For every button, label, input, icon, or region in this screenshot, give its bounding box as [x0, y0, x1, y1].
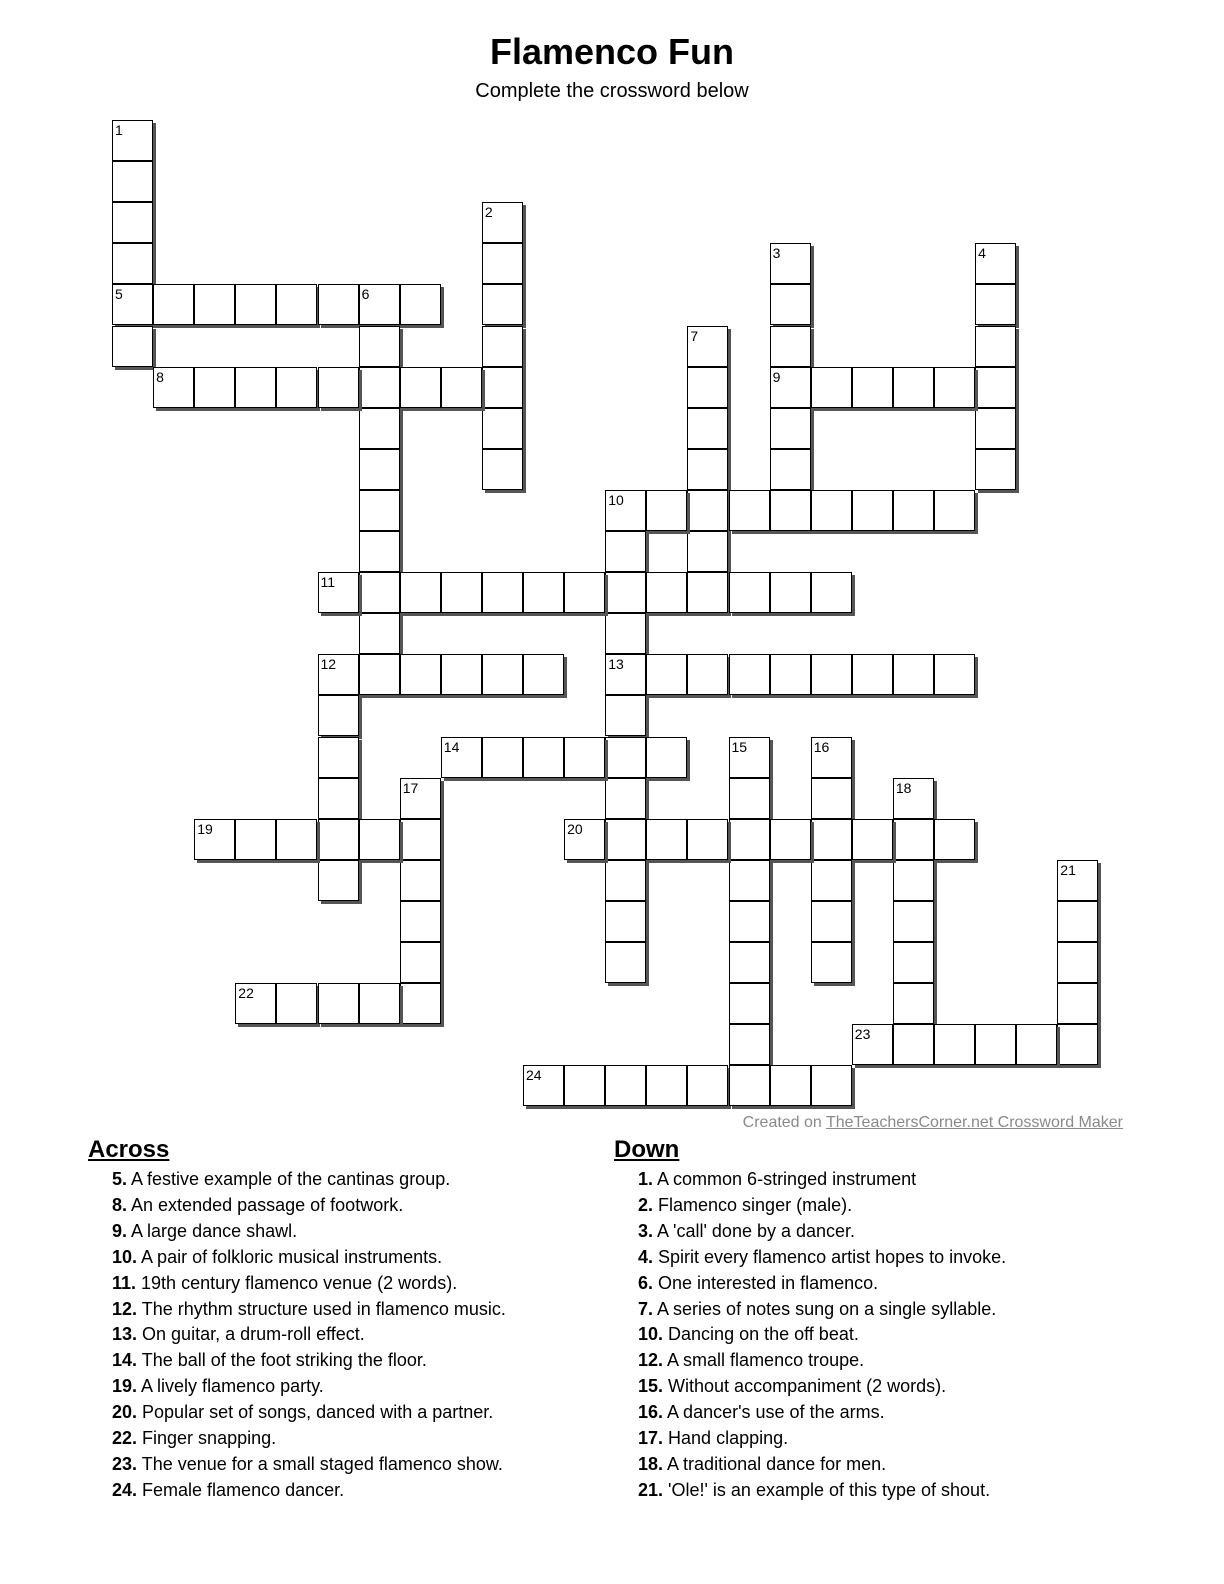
across-clue [112, 1374, 506, 1400]
grid-cell[interactable] [605, 737, 646, 778]
clue-text: Flamenco singer (male). [653, 1194, 853, 1215]
credit-link[interactable]: TheTeachersCorner.net Crossword Maker [825, 1114, 1123, 1131]
grid-cell[interactable] [811, 901, 852, 942]
grid-cell[interactable] [523, 1065, 564, 1106]
clue-text: 'Ole!' is an example of this type of shout. [663, 1479, 991, 1500]
grid-cell[interactable] [482, 243, 523, 284]
grid-cell[interactable] [770, 284, 811, 325]
grid-cell[interactable] [852, 1024, 893, 1065]
clue-number: 15 [731, 738, 748, 755]
grid-cell[interactable] [400, 367, 441, 408]
clue-text: A lively flamenco party. [137, 1376, 324, 1397]
grid-cell[interactable] [934, 1024, 975, 1065]
grid-cell[interactable] [194, 284, 235, 325]
grid-cell[interactable] [318, 572, 359, 613]
grid-cell[interactable] [852, 819, 893, 860]
clue-number-label: 16. [638, 1402, 664, 1423]
crossword-grid [112, 120, 1102, 1110]
clue-text: The rhythm structure used in flamenco music. [137, 1298, 506, 1319]
clue-number: 9 [772, 368, 781, 385]
grid-cell[interactable] [1057, 942, 1098, 983]
grid-cell[interactable] [770, 819, 811, 860]
clue-number-label: 14. [112, 1350, 138, 1371]
grid-cell[interactable] [235, 284, 276, 325]
grid-cell[interactable] [770, 326, 811, 367]
clue-number-label: 24. [112, 1479, 138, 1500]
grid-cell[interactable] [893, 490, 934, 531]
grid-cell[interactable] [770, 1065, 811, 1106]
clue-text: The venue for a small staged flamenco show. [137, 1453, 503, 1474]
grid-cell[interactable] [482, 449, 523, 490]
grid-cell[interactable] [1057, 901, 1098, 942]
grid-cell[interactable] [852, 654, 893, 695]
grid-cell[interactable] [934, 819, 975, 860]
grid-cell[interactable] [646, 1065, 687, 1106]
credit-line [743, 1113, 1123, 1133]
grid-cell[interactable] [523, 737, 564, 778]
grid-cell[interactable] [359, 983, 400, 1024]
down-clue [638, 1297, 1006, 1323]
clue-number-label: 11. [112, 1272, 137, 1293]
across-heading: Across [88, 1136, 170, 1163]
grid-cell[interactable] [194, 367, 235, 408]
grid-cell[interactable] [770, 572, 811, 613]
grid-cell[interactable] [359, 531, 400, 572]
grid-cell[interactable] [893, 1024, 934, 1065]
grid-cell[interactable] [482, 408, 523, 449]
grid-cell[interactable] [359, 326, 400, 367]
grid-cell[interactable] [400, 654, 441, 695]
grid-cell[interactable] [852, 367, 893, 408]
down-clue [638, 1478, 1006, 1504]
grid-cell[interactable] [605, 490, 646, 531]
across-clue [112, 1322, 506, 1348]
clue-number-label: 9. [112, 1220, 128, 1241]
grid-cell[interactable] [975, 408, 1016, 449]
grid-cell[interactable] [811, 654, 852, 695]
grid-cell[interactable] [605, 572, 646, 613]
grid-cell[interactable] [359, 367, 400, 408]
grid-cell[interactable] [687, 1065, 728, 1106]
clue-number: 17 [402, 779, 419, 796]
grid-cell[interactable] [687, 654, 728, 695]
grid-cell[interactable] [400, 983, 441, 1024]
grid-cell[interactable] [770, 490, 811, 531]
clue-number-label: 22. [112, 1428, 138, 1449]
grid-cell[interactable] [934, 490, 975, 531]
down-clue [638, 1271, 1006, 1297]
grid-cell[interactable] [729, 1065, 770, 1106]
grid-cell[interactable] [112, 202, 153, 243]
down-heading: Down [614, 1136, 680, 1163]
clue-text: One interested in flamenco. [653, 1272, 879, 1293]
grid-cell[interactable] [564, 737, 605, 778]
grid-cell[interactable] [893, 819, 934, 860]
clue-number: 21 [1060, 861, 1076, 878]
clue-number-label: 20. [112, 1402, 138, 1423]
across-clue [112, 1452, 506, 1478]
grid-cell[interactable] [605, 613, 646, 654]
grid-cell[interactable] [975, 449, 1016, 490]
clue-text: A traditional dance for men. [663, 1453, 887, 1474]
grid-cell[interactable] [564, 1065, 605, 1106]
grid-cell[interactable] [811, 778, 852, 819]
clue-text: A small flamenco troupe. [663, 1350, 865, 1371]
down-clue [638, 1374, 1006, 1400]
clue-number-label: 8. [112, 1194, 128, 1215]
clue-number: 2 [484, 204, 493, 221]
grid-cell[interactable] [646, 737, 687, 778]
grid-cell[interactable] [687, 326, 728, 367]
grid-cell[interactable] [318, 695, 359, 736]
grid-cell[interactable] [605, 942, 646, 983]
grid-cell[interactable] [359, 572, 400, 613]
clue-number-label: 12. [638, 1350, 664, 1371]
down-clue-list [614, 1167, 1006, 1504]
grid-cell[interactable] [482, 202, 523, 243]
clue-text: On guitar, a drum-roll effect. [137, 1324, 365, 1345]
clue-text: The ball of the foot striking the floor. [137, 1350, 427, 1371]
grid-cell[interactable] [893, 367, 934, 408]
across-clue [112, 1348, 506, 1374]
down-clue [638, 1426, 1006, 1452]
grid-cell[interactable] [770, 367, 811, 408]
clue-number: 5 [115, 286, 123, 303]
down-clue [638, 1348, 1006, 1374]
grid-cell[interactable] [770, 654, 811, 695]
grid-cell[interactable] [112, 243, 153, 284]
grid-cell[interactable] [359, 613, 400, 654]
grid-cell[interactable] [934, 367, 975, 408]
clue-number: 3 [772, 245, 781, 262]
grid-cell[interactable] [729, 983, 770, 1024]
clue-text: Without accompaniment (2 words). [663, 1376, 947, 1397]
across-clue [112, 1400, 506, 1426]
clue-number-label: 13. [112, 1324, 138, 1345]
clue-number-label: 5. [112, 1169, 128, 1189]
grid-cell[interactable] [934, 654, 975, 695]
clue-number-label: 6. [638, 1272, 654, 1293]
clue-text: An extended passage of footwork. [127, 1194, 404, 1215]
grid-cell[interactable] [811, 942, 852, 983]
grid-cell[interactable] [975, 367, 1016, 408]
clue-text: A dancer's use of the arms. [663, 1402, 885, 1423]
grid-cell[interactable] [687, 449, 728, 490]
clue-number-label: 2. [638, 1194, 654, 1215]
grid-cell[interactable] [770, 449, 811, 490]
clue-text: A pair of folkloric musical instruments. [137, 1246, 443, 1267]
clue-text: Dancing on the off beat. [663, 1324, 859, 1345]
grid-cell[interactable] [523, 654, 564, 695]
grid-cell[interactable] [811, 490, 852, 531]
clue-number-label: 7. [638, 1298, 654, 1319]
down-clue [638, 1245, 1006, 1271]
grid-cell[interactable] [729, 942, 770, 983]
down-clue [638, 1452, 1006, 1478]
clue-text: 19th century flamenco venue (2 words). [136, 1272, 458, 1293]
grid-cell[interactable] [400, 284, 441, 325]
grid-cell[interactable] [441, 367, 482, 408]
grid-cell[interactable] [112, 161, 153, 202]
grid-cell[interactable] [687, 819, 728, 860]
grid-cell[interactable] [1057, 983, 1098, 1024]
grid-cell[interactable] [975, 243, 1016, 284]
grid-cell[interactable] [893, 983, 934, 1024]
page-subtitle: Complete the crossword below [475, 80, 749, 102]
across-clue [112, 1297, 506, 1323]
grid-cell[interactable] [687, 490, 728, 531]
clue-number: 20 [567, 820, 583, 837]
down-clue [638, 1193, 1006, 1219]
grid-cell[interactable] [523, 572, 564, 613]
grid-cell[interactable] [729, 737, 770, 778]
grid-cell[interactable] [153, 367, 194, 408]
grid-cell[interactable] [729, 819, 770, 860]
clue-number: 10 [608, 491, 624, 508]
down-clue [638, 1167, 1006, 1193]
grid-cell[interactable] [729, 572, 770, 613]
clue-number: 24 [526, 1067, 542, 1084]
clue-number-label: 1. [638, 1169, 654, 1189]
grid-cell[interactable] [276, 284, 317, 325]
grid-cell[interactable] [770, 243, 811, 284]
across-clues [88, 1135, 506, 1504]
grid-cell[interactable] [318, 284, 359, 325]
clue-number: 22 [238, 985, 254, 1002]
grid-cell[interactable] [646, 490, 687, 531]
grid-cell[interactable] [564, 572, 605, 613]
clue-number-label: 10. [638, 1324, 664, 1345]
clue-text: Spirit every flamenco artist hopes to invoke. [653, 1246, 1007, 1267]
down-clue [638, 1400, 1006, 1426]
grid-cell[interactable] [359, 284, 400, 325]
clue-text: Female flamenco dancer. [137, 1479, 345, 1500]
grid-cell[interactable] [400, 942, 441, 983]
grid-cell[interactable] [605, 1065, 646, 1106]
across-clue [112, 1193, 506, 1219]
grid-cell[interactable] [729, 1024, 770, 1065]
grid-cell[interactable] [400, 860, 441, 901]
clue-number: 13 [608, 656, 624, 673]
grid-cell[interactable] [687, 408, 728, 449]
clue-number: 6 [361, 286, 370, 303]
grid-cell[interactable] [318, 860, 359, 901]
clue-text: Finger snapping. [137, 1428, 277, 1449]
clue-number: 8 [156, 368, 164, 385]
grid-cell[interactable] [194, 819, 235, 860]
grid-cell[interactable] [687, 367, 728, 408]
clue-text: A common 6-stringed instrument [653, 1169, 917, 1189]
clue-text: Popular set of songs, danced with a partner. [137, 1402, 494, 1423]
across-clue-list [88, 1167, 506, 1504]
grid-cell[interactable] [441, 737, 482, 778]
grid-cell[interactable] [482, 367, 523, 408]
clue-number-label: 17. [638, 1428, 664, 1449]
grid-cell[interactable] [482, 572, 523, 613]
grid-cell[interactable] [482, 654, 523, 695]
clue-number-label: 12. [112, 1298, 138, 1319]
clue-number-label: 19. [112, 1376, 138, 1397]
grid-cell[interactable] [359, 408, 400, 449]
grid-cell[interactable] [318, 367, 359, 408]
grid-cell[interactable] [605, 819, 646, 860]
grid-cell[interactable] [359, 654, 400, 695]
grid-cell[interactable] [852, 490, 893, 531]
grid-cell[interactable] [564, 819, 605, 860]
clue-number: 7 [690, 327, 699, 344]
grid-cell[interactable] [235, 819, 276, 860]
grid-cell[interactable] [893, 654, 934, 695]
clue-number-label: 23. [112, 1453, 138, 1474]
grid-cell[interactable] [811, 572, 852, 613]
grid-cell[interactable] [893, 778, 934, 819]
grid-cell[interactable] [318, 778, 359, 819]
grid-cell[interactable] [811, 1065, 852, 1106]
grid-cell[interactable] [112, 120, 153, 161]
clue-number: 23 [854, 1026, 871, 1043]
clue-number-label: 10. [112, 1246, 138, 1267]
clue-number-label: 15. [638, 1376, 664, 1397]
grid-cell[interactable] [359, 819, 400, 860]
grid-cell[interactable] [687, 531, 728, 572]
clue-text: A 'call' done by a dancer. [653, 1220, 856, 1241]
grid-cell[interactable] [153, 284, 194, 325]
clue-number: 16 [813, 738, 830, 755]
across-clue [112, 1167, 506, 1193]
grid-cell[interactable] [975, 284, 1016, 325]
clue-number: 12 [320, 656, 337, 673]
grid-cell[interactable] [235, 983, 276, 1024]
grid-cell[interactable] [646, 654, 687, 695]
grid-cell[interactable] [235, 367, 276, 408]
clue-text: A series of notes sung on a single syllable. [653, 1298, 997, 1319]
credit-prefix: Created on [742, 1114, 826, 1131]
grid-cell[interactable] [318, 737, 359, 778]
grid-cell[interactable] [318, 654, 359, 695]
grid-cell[interactable] [893, 860, 934, 901]
grid-cell[interactable] [605, 778, 646, 819]
grid-cell[interactable] [646, 572, 687, 613]
grid-cell[interactable] [441, 654, 482, 695]
grid-cell[interactable] [729, 860, 770, 901]
grid-cell[interactable] [276, 819, 317, 860]
grid-cell[interactable] [276, 367, 317, 408]
across-clue [112, 1245, 506, 1271]
grid-cell[interactable] [400, 572, 441, 613]
clue-number: 14 [443, 738, 460, 755]
grid-cell[interactable] [811, 737, 852, 778]
clue-number-label: 18. [638, 1453, 664, 1474]
grid-cell[interactable] [605, 901, 646, 942]
clue-number: 11 [320, 574, 336, 591]
clue-number: 18 [895, 779, 912, 796]
grid-cell[interactable] [975, 1024, 1016, 1065]
clue-text: A large dance shawl. [127, 1220, 298, 1241]
grid-cell[interactable] [441, 572, 482, 613]
clue-text: A festive example of the cantinas group. [127, 1169, 451, 1189]
grid-cell[interactable] [770, 408, 811, 449]
clue-number: 19 [197, 820, 213, 837]
grid-cell[interactable] [400, 819, 441, 860]
grid-cell[interactable] [687, 572, 728, 613]
clue-text: Hand clapping. [663, 1428, 789, 1449]
across-clue [112, 1426, 506, 1452]
grid-cell[interactable] [359, 449, 400, 490]
across-clue [112, 1219, 506, 1245]
down-clue [638, 1322, 1006, 1348]
grid-cell[interactable] [1016, 1024, 1057, 1065]
grid-cell[interactable] [646, 819, 687, 860]
grid-cell[interactable] [811, 860, 852, 901]
grid-cell[interactable] [605, 695, 646, 736]
grid-cell[interactable] [605, 531, 646, 572]
grid-cell[interactable] [400, 778, 441, 819]
grid-cell[interactable] [811, 819, 852, 860]
grid-cell[interactable] [605, 860, 646, 901]
clue-number-label: 3. [638, 1220, 654, 1241]
grid-cell[interactable] [975, 326, 1016, 367]
down-clue [638, 1219, 1006, 1245]
clue-number: 1 [115, 122, 123, 138]
grid-cell[interactable] [1057, 1024, 1098, 1065]
grid-cell[interactable] [400, 901, 441, 942]
grid-cell[interactable] [729, 490, 770, 531]
grid-cell[interactable] [893, 942, 934, 983]
grid-cell[interactable] [112, 326, 153, 367]
grid-cell[interactable] [893, 901, 934, 942]
grid-cell[interactable] [318, 819, 359, 860]
grid-cell[interactable] [482, 284, 523, 325]
clue-number: 4 [978, 245, 986, 262]
across-clue [112, 1271, 506, 1297]
grid-cell[interactable] [605, 654, 646, 695]
grid-cell[interactable] [1057, 860, 1098, 901]
clue-number-label: 4. [638, 1246, 654, 1267]
grid-cell[interactable] [276, 983, 317, 1024]
grid-cell[interactable] [729, 654, 770, 695]
grid-cell[interactable] [112, 284, 153, 325]
grid-cell[interactable] [729, 901, 770, 942]
grid-cell[interactable] [482, 326, 523, 367]
clue-number-label: 21. [638, 1479, 664, 1500]
across-clue [112, 1478, 506, 1504]
grid-cell[interactable] [729, 778, 770, 819]
grid-cell[interactable] [318, 983, 359, 1024]
grid-cell[interactable] [811, 367, 852, 408]
grid-cell[interactable] [482, 737, 523, 778]
page-title: Flamenco Fun [489, 31, 735, 72]
down-clues [614, 1135, 1006, 1504]
grid-cell[interactable] [359, 490, 400, 531]
